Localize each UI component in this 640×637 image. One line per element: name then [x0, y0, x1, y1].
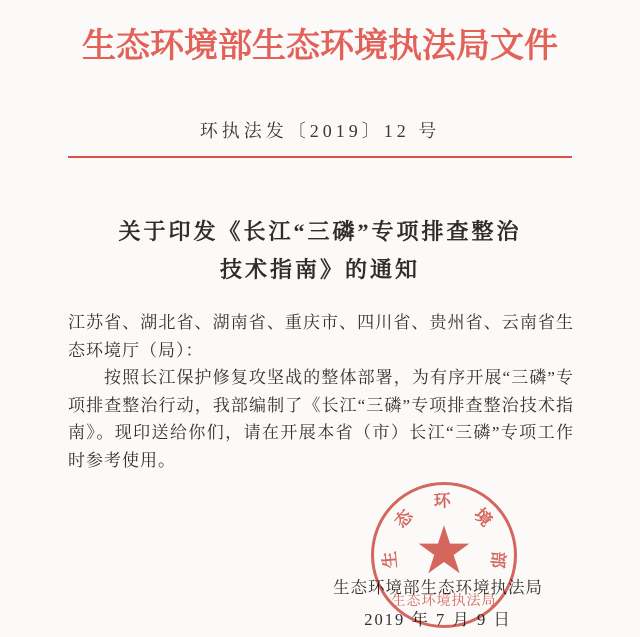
seal-arc-char-4: 部: [487, 550, 508, 570]
star-icon: ★: [414, 512, 474, 590]
document-header-red-title: 生态环境部生态环境执法局文件: [82, 28, 558, 65]
signature-block: [330, 574, 546, 630]
document-title-line-2: 技术指南》的通知: [219, 257, 420, 282]
seal-arc-char-0: 生: [380, 550, 401, 570]
seal-arc-char-2: 环: [433, 491, 451, 511]
document-title-line-1: 关于印发《长江“三磷”专项排查整治: [118, 219, 522, 244]
signature-date: 2019 年 7 月 9 日: [364, 610, 512, 629]
body-paragraph: 按照长江保护修复攻坚战的整体部署，为有序开展“三磷”专项排查整治行动，我部编制了《长江“三磷”专项排查整治技术指南》。现印送给你们，请在开展本省（市）长江“三磷”专项工作时参考使用。: [68, 368, 574, 470]
document-number: 环执法发〔2019〕12 号: [199, 121, 441, 141]
red-divider-line: [68, 156, 572, 158]
seal-arc-char-3: 境: [470, 504, 496, 531]
signature-issuer: 生态环境部生态环境执法局: [333, 578, 543, 597]
seal-arc-char-1: 态: [391, 506, 417, 532]
document-title: [40, 213, 600, 289]
document-body: [68, 309, 574, 474]
salutation-paragraph: 江苏省、湖北省、湖南省、重庆市、四川省、贵州省、云南省生态环境厅（局）：: [68, 313, 574, 360]
seal-inner-text: 生态环境执法局: [391, 594, 497, 609]
